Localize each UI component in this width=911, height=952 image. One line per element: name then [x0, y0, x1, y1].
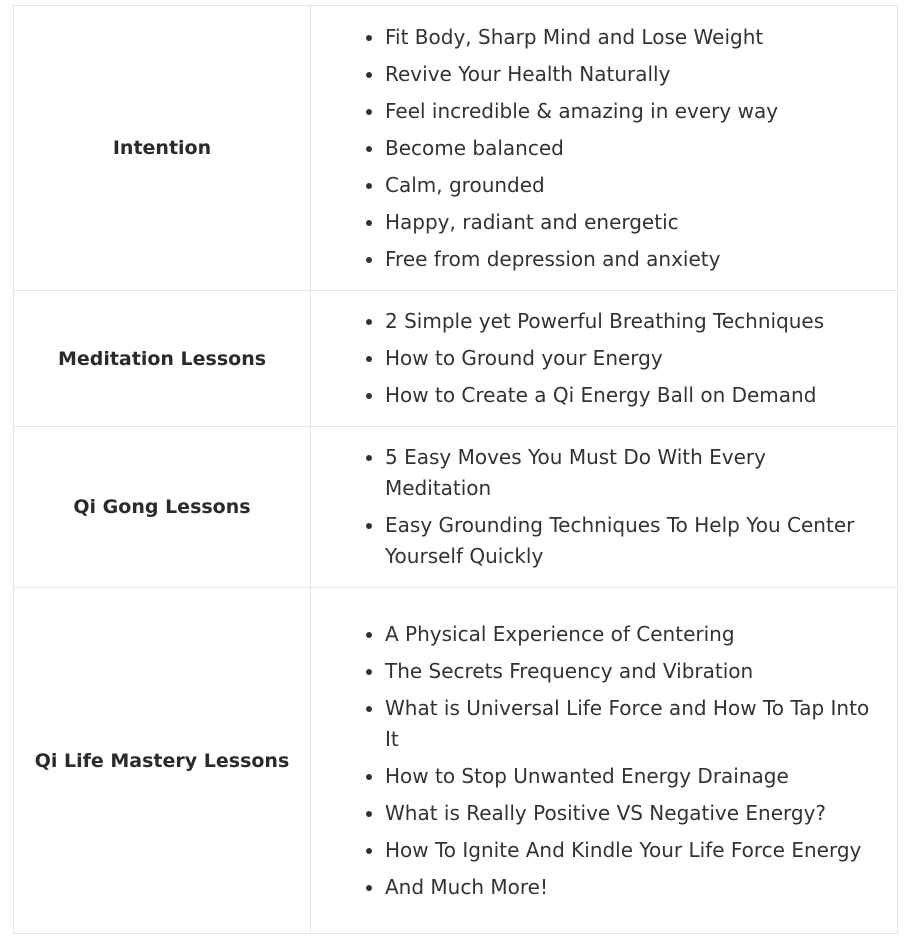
list-item: • What is Universal Life Force and How To Tap Into It [385, 693, 877, 755]
list-item: • How to Ground your Energy [385, 343, 877, 374]
list-item: • Happy, radiant and energetic [385, 207, 877, 238]
list-item: • How to Stop Unwanted Energy Drainage [385, 761, 877, 792]
row-label: Intention [14, 6, 311, 291]
row-items-cell [311, 291, 898, 427]
list-item: • 5 Easy Moves You Must Do With Every Meditation [385, 442, 877, 504]
list-item: • Free from depression and anxiety [385, 244, 877, 275]
list-item: • And Much More! [385, 872, 877, 903]
list-item: • How to Create a Qi Energy Ball on Demand [385, 380, 877, 411]
row-label: Meditation Lessons [14, 291, 311, 427]
list-item: • A Physical Experience of Centering [385, 619, 877, 650]
row-label: Qi Gong Lessons [14, 427, 311, 588]
row-items-cell [311, 588, 898, 934]
list-item: • What is Really Positive VS Negative Energy? [385, 798, 877, 829]
benefit-list [311, 8, 897, 289]
list-item: • How To Ignite And Kindle Your Life Force Energy [385, 835, 877, 866]
lesson-list [311, 292, 897, 425]
list-item: • 2 Simple yet Powerful Breathing Techniques [385, 306, 877, 337]
table-row-meditation [14, 291, 898, 427]
list-item: • Feel incredible & amazing in every way [385, 96, 877, 127]
lesson-list [311, 605, 897, 917]
list-item: • Calm, grounded [385, 170, 877, 201]
table-row-intention [14, 6, 898, 291]
list-item: • Fit Body, Sharp Mind and Lose Weight [385, 22, 877, 53]
list-item: • The Secrets Frequency and Vibration [385, 656, 877, 687]
table-row-mastery [14, 588, 898, 934]
row-label: Qi Life Mastery Lessons [14, 588, 311, 934]
table-row-qigong [14, 427, 898, 588]
lesson-list [311, 428, 897, 586]
list-item: • Become balanced [385, 133, 877, 164]
list-item: • Revive Your Health Naturally [385, 59, 877, 90]
lessons-table [13, 5, 898, 934]
list-item: • Easy Grounding Techniques To Help You Center Yourself Quickly [385, 510, 877, 572]
row-items-cell [311, 6, 898, 291]
row-items-cell [311, 427, 898, 588]
